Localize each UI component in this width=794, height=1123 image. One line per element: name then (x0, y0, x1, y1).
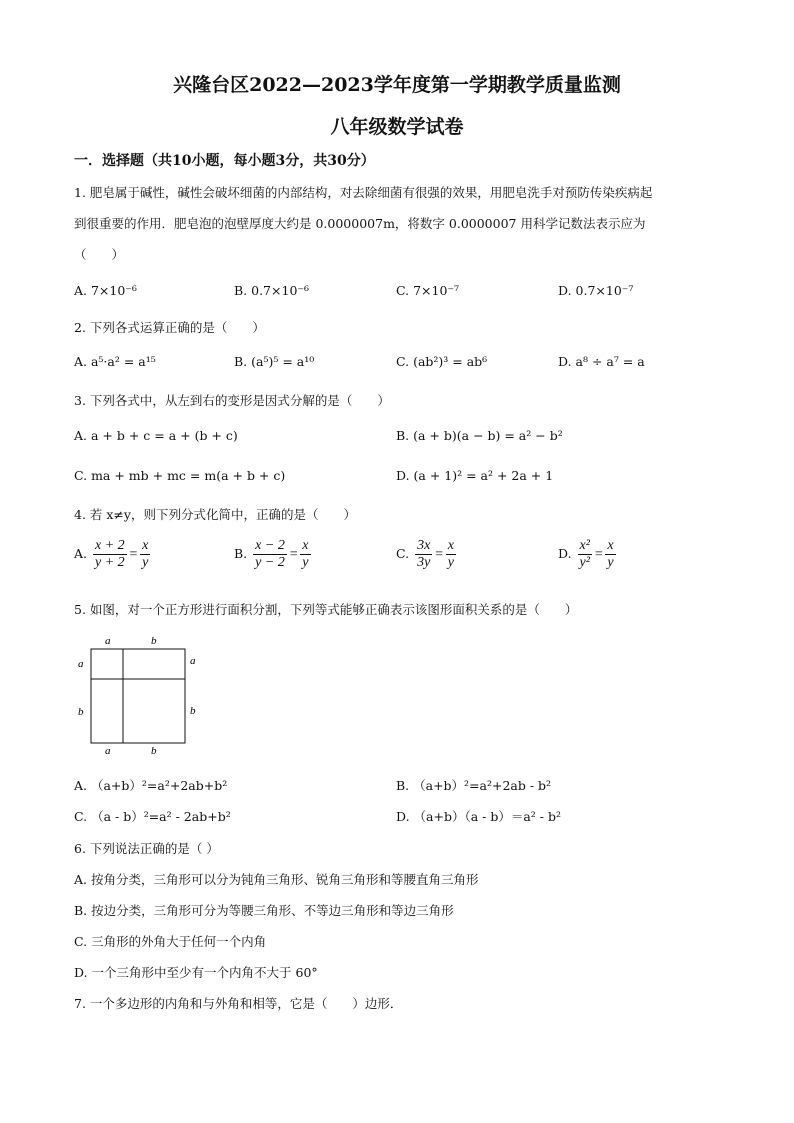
q4-b-right-fraction (300, 538, 310, 571)
figure-label-bottom-b: b (151, 745, 157, 757)
q5-option-c: C. （a - b）²=a² - 2ab+b² (74, 809, 231, 824)
q1-stem-line3: （ ） (74, 247, 125, 262)
q2-option-b: B. (a⁵)⁵ = a¹⁰ (234, 354, 315, 369)
q4-option-b: B. $\frac{x - 2}{y - 2}$ = $\frac{x}{y}$ (234, 538, 309, 570)
q4-a-right-den: y (142, 555, 149, 570)
q4-a-left-num: x + 2 (95, 538, 125, 553)
q4-d-left-fraction (578, 538, 592, 571)
q4-c-right-fraction (446, 538, 456, 571)
figure-label-top-a: a (105, 635, 111, 647)
figure-outer-square (91, 649, 185, 743)
q7-stem: 7. 一个多边形的内角和与外角和相等，它是（ ）边形． (74, 996, 403, 1011)
q4-c-right-num: x (447, 538, 454, 553)
q4-stem: 4. 若 x≠y，则下列分式化简中，正确的是（ ） (74, 507, 356, 522)
q4-option-a: A. $\frac{x + 2}{y + 2}$ = $\frac{x}{y}$ (74, 538, 149, 570)
q6-stem: 6. 下列说法正确的是（ ） (74, 841, 219, 856)
figure-label-right-a: a (190, 655, 196, 667)
q3-option-c: C. ma + mb + mc = m(a + b + c) (74, 468, 286, 483)
q4-a-right-fraction (140, 538, 150, 571)
q4-b-right-den: y (302, 555, 309, 570)
q5-option-b: B. （a+b）²=a²+2ab - b² (396, 778, 552, 793)
q4-option-d: D. $\frac{\text{x²}}{\text{y²}}$ = $\frac{x}{y}$ (558, 538, 614, 570)
figure-label-bottom-a: a (105, 745, 111, 757)
q3-option-b: B. (a + b)(a − b) = a² − b² (396, 428, 563, 443)
q4-b-left-den: y − 2 (255, 555, 285, 570)
q4-d-left-num: x² (579, 538, 590, 553)
q5-option-a: A. （a+b）²=a²+2ab+b² (74, 778, 228, 793)
q4-a-left-fraction (93, 538, 127, 571)
q4-a-left-den: y + 2 (95, 555, 125, 570)
q1-option-d: D. 0.7×10⁻⁷ (558, 283, 634, 298)
q4-c-right-den: y (447, 555, 454, 570)
q4-b-left-fraction (253, 538, 287, 571)
figure-label-right-b: b (190, 705, 196, 717)
section-title: 一．选择题（共10小题，每小题3分，共30分） (74, 153, 375, 169)
q4-d-left-den: y² (579, 555, 590, 570)
page-subtitle: 八年级数学试卷 (330, 116, 464, 138)
q3-stem: 3. 下列各式中，从左到右的变形是因式分解的是（ ） (74, 393, 390, 408)
q1-stem-line2: 到很重要的作用．肥皂泡的泡壁厚度大约是 0.0000007m，将数字 0.0000007 用科学记数法表示应为 (74, 216, 646, 231)
q4-d-right-num: x (607, 538, 614, 553)
q6-option-b: B. 按边分类，三角形可分为等腰三角形、不等边三角形和等边三角形 (74, 903, 454, 918)
q1-option-c: C. 7×10⁻⁷ (396, 283, 460, 298)
page-title: 兴隆台区2022—2023学年度第一学期教学质量监测 (173, 74, 621, 96)
q2-option-a: A. a⁵·a² = a¹⁵ (74, 354, 156, 369)
q5-stem: 5. 如图，对一个正方形进行面积分割，下列等式能够正确表示该图形面积关系的是（ ） (74, 602, 578, 617)
q4-d-right-fraction (605, 538, 615, 571)
q6-option-c: C. 三角形的外角大于任何一个内角 (74, 934, 267, 949)
q4-option-a-label: A. (74, 546, 88, 561)
q5-square-figure (70, 630, 210, 760)
q4-option-b-label: B. (234, 546, 248, 561)
q4-b-left-num: x − 2 (255, 538, 285, 553)
q2-stem: 2. 下列各式运算正确的是（ ） (74, 320, 265, 335)
q1-option-a: A. 7×10⁻⁶ (74, 283, 137, 298)
q2-option-c: C. (ab²)³ = ab⁶ (396, 354, 488, 369)
q4-option-c-label: C. (396, 546, 410, 561)
q4-c-left-den: 3y (417, 555, 431, 570)
q4-b-right-num: x (302, 538, 309, 553)
q4-c-left-num: 3x (417, 538, 431, 553)
figure-label-top-b: b (151, 635, 157, 647)
q3-option-d: D. (a + 1)² = a² + 2a + 1 (396, 468, 554, 483)
q6-option-d: D. 一个三角形中至少有一个内角不大于 60° (74, 965, 318, 980)
q4-a-right-num: x (142, 538, 149, 553)
figure-label-left-a: a (78, 658, 84, 670)
q6-option-a: A. 按角分类，三角形可以分为钝角三角形、锐角三角形和等腰直角三角形 (74, 872, 479, 887)
q2-option-d: D. a⁸ ÷ a⁷ = a (558, 354, 645, 369)
q1-option-b: B. 0.7×10⁻⁶ (234, 283, 309, 298)
q3-option-a: A. a + b + c = a + (b + c) (74, 428, 238, 443)
q4-option-d-label: D. (558, 546, 572, 561)
q5-option-d: D. （a+b）（a - b）＝a² - b² (396, 809, 561, 824)
q4-option-c: C. $\frac{3x}{3y}$ = $\frac{x}{y}$ (396, 538, 454, 570)
q4-d-right-den: y (607, 555, 614, 570)
figure-label-left-b: b (78, 706, 84, 718)
q1-stem-line1: 1. 肥皂属于碱性，碱性会破坏细菌的内部结构，对去除细菌有很强的效果，用肥皂洗手对预防传染疾病起 (74, 185, 653, 200)
q4-c-left-fraction (415, 538, 432, 571)
